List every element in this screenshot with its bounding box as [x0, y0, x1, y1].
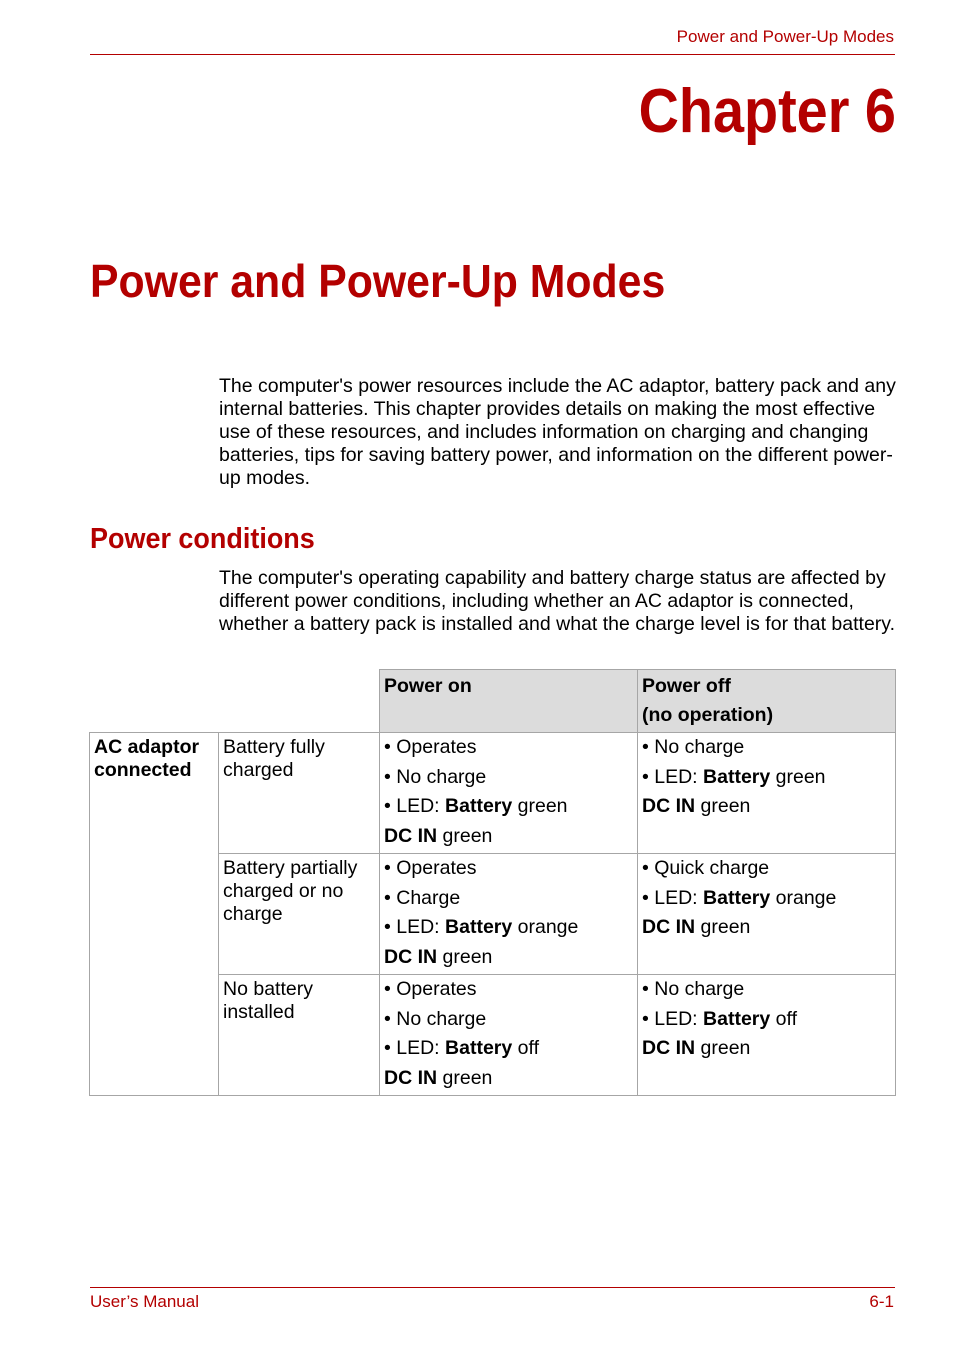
group-label-ac-adaptor: AC adaptor connected — [90, 733, 219, 1096]
power-off-cell: • Quick charge • LED: Battery orange DC IN green — [638, 854, 896, 975]
table-header-row — [90, 670, 896, 733]
condition-label: Battery partially charged or no charge — [219, 854, 380, 975]
table-row — [90, 733, 896, 854]
power-on-cell: • Operates • Charge • LED: Battery orange DC IN green — [380, 854, 638, 975]
condition-label: No battery installed — [219, 975, 380, 1096]
section-paragraph: The computer's operating capability and battery charge status are affected by different power conditions, including whether an AC adaptor is connected, whether a battery pack is installed and what the charge level is for that battery. — [219, 567, 896, 635]
page-title: Power and Power-Up Modes — [90, 255, 666, 307]
condition-label: Battery fully charged — [219, 733, 380, 854]
header-power-off: Power off (no operation) — [638, 670, 896, 733]
header-power-on: Power on — [380, 670, 638, 733]
footer-manual-label: User’s Manual — [90, 1292, 199, 1311]
chapter-label: Chapter 6 — [638, 77, 896, 146]
running-header: Power and Power-Up Modes — [676, 27, 894, 46]
footer-rule — [90, 1287, 895, 1288]
table-corner — [219, 670, 380, 733]
page-number: 6-1 — [869, 1292, 894, 1311]
section-heading: Power conditions — [90, 523, 315, 555]
intro-paragraph: The computer's power resources include the AC adaptor, battery pack and any internal batteries. This chapter provides details on making the most effective use of these resources, and includes information on charging and changing batteries, tips for saving battery power, and information on the different power-up modes. — [219, 375, 896, 489]
power-off-cell: • No charge • LED: Battery off DC IN green — [638, 975, 896, 1096]
power-on-cell: • Operates • No charge • LED: Battery green DC IN green — [380, 733, 638, 854]
power-on-cell: • Operates • No charge • LED: Battery off DC IN green — [380, 975, 638, 1096]
power-off-cell: • No charge • LED: Battery green DC IN green — [638, 733, 896, 854]
power-conditions-table — [89, 669, 896, 1096]
table-corner — [90, 670, 219, 733]
header-rule — [90, 54, 895, 55]
